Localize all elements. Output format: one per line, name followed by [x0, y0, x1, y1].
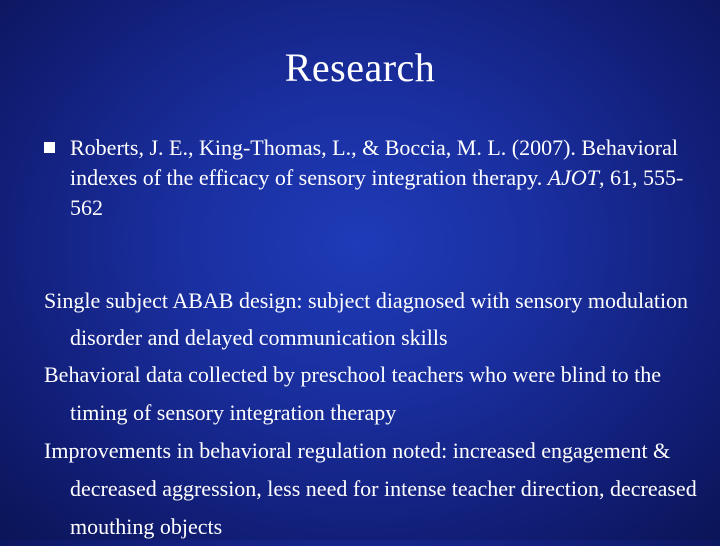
slide-title: Research — [284, 45, 436, 90]
citation-bullet — [44, 133, 704, 223]
citation-details: , 61, 555-562 — [70, 165, 684, 220]
finding-item: Single subject ABAB design: subject diagnosed with sensory modulation disorder and delayed communication skills — [44, 288, 689, 350]
finding-item: Improvements in behavioral regulation noted: increased engagement & decreased aggression, less need for intense teacher direction, decreased mouthing objects — [44, 438, 697, 539]
square-bullet-icon — [44, 142, 55, 153]
findings-list — [44, 282, 706, 546]
citation-authors: Roberts, J. E., King-Thomas, L., & Boccia, M. L. (2007). Behavioral indexes of the efficacy of sensory integration therapy. — [70, 135, 678, 190]
finding-item: Behavioral data collected by preschool teachers who were blind to the timing of sensory integration therapy — [44, 362, 661, 425]
citation-text — [70, 133, 704, 223]
citation-journal: AJOT — [547, 165, 600, 190]
